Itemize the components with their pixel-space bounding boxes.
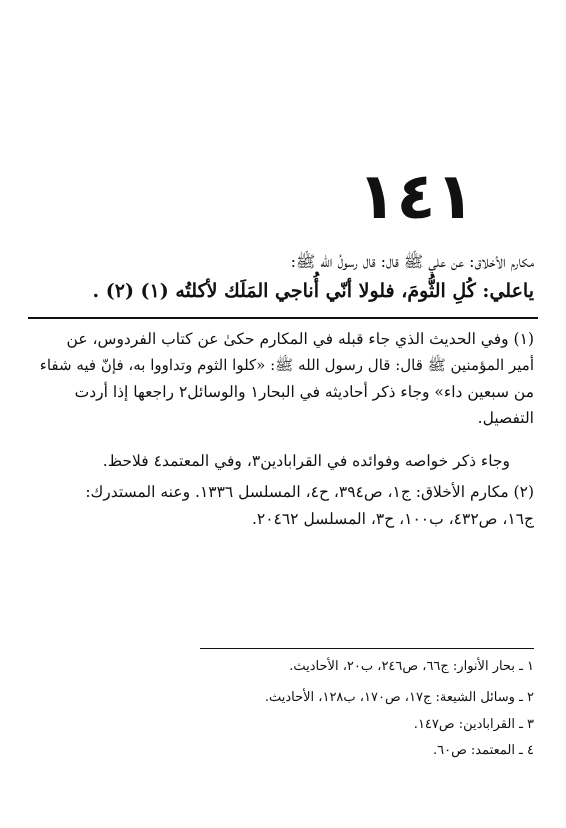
footnote-line: (١) وفي الحديث الذي جاء قبله في المكارم حكىٰ عن كتاب الفردوس، عن bbox=[66, 330, 534, 348]
bottom-note: ٣ ـ القرابادين: ص١٤٧. bbox=[413, 717, 534, 732]
notes-divider bbox=[200, 648, 534, 649]
bottom-note: ٤ ـ المعتمد: ص٦٠. bbox=[432, 743, 534, 758]
main-divider bbox=[28, 317, 538, 319]
footnote-line: التفصيل. bbox=[477, 409, 534, 427]
footnote-line: ج١٦، ص٤٣٢، ب١٠٠، ح٣، المسلسل ٢٠٤٦٢. bbox=[251, 510, 534, 528]
footnote-line: من سبعين داء» وجاء ذكر أحاديثه في البحار١ والوسائل٢ راجعها إذا أردت bbox=[74, 383, 534, 401]
footnote-line: (٢) مكارم الأخلاق: ج١، ص٣٩٤، ح٤، المسلسل ١٣٣٦. وعنه المستدرك: bbox=[85, 483, 534, 501]
footnote-line: أمير المؤمنين ﷺ قال: قال رسول الله ﷺ: «كلوا الثوم وتداووا به، فإنّ فيه شفاء bbox=[39, 356, 534, 374]
bottom-note: ٢ ـ وسائل الشيعة: ج١٧، ص١٧٠، ب١٢٨، الأحاديث. bbox=[264, 690, 534, 705]
page-number: ١٤١ bbox=[357, 160, 475, 234]
hadith-text: ياعلي: كُلِ الثُّومَ، فلولا أنّي أُناجي المَلَك لأكلتُه (١) (٢) . bbox=[92, 280, 534, 302]
bottom-note: ١ ـ بحار الأنوار: ج٦٦، ص٢٤٦، ب٢٠، الأحاديث. bbox=[289, 659, 534, 674]
hadith-source: مكارم الأخلاق: عن علي ﷺ قال: قال رسولُ الله ﷺ: bbox=[290, 252, 534, 271]
footnote-line: وجاء ذكر خواصه وفوائده في القرابادين٣، وفي المعتمد٤ فلاحظ. bbox=[102, 452, 510, 470]
